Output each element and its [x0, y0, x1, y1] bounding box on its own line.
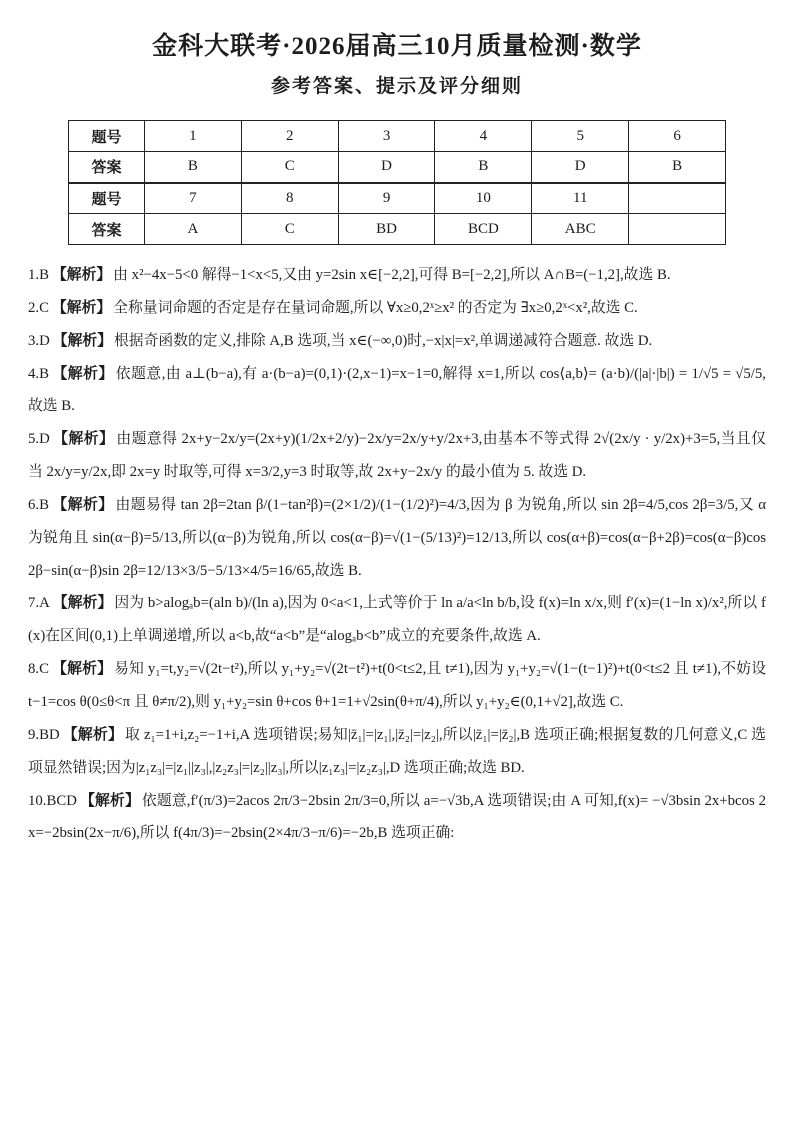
table-cell: 11	[532, 183, 629, 214]
solution-text: 取 z₁=1+i,z₂=−1+i,A 选项错误;易知|z̄₁|=|z₁|,|z̄₂|=|z₂|,所以|z̄₁|=|z̄₂|,B 选项正确;根据复数的几何意义,C 选项显然错误;因为|z₁z₃|=|z₁||z₃|,|z₂z₃|=|z₂||z₃|,所以|z₁z₃|=|z₂z₃|,D 选项正确;故选 BD.	[28, 726, 766, 776]
table-cell: 8	[241, 183, 338, 214]
solution-number: 6.B	[28, 496, 49, 513]
table-cell	[629, 214, 726, 245]
page-subtitle: 参考答案、提示及评分细则	[270, 76, 523, 97]
solution-text: 因为 b>alogₐb=(aln b)/(ln a),因为 0<a<1,上式等价于 ln a/a<ln b/b,设 f(x)=ln x/x,则 f′(x)=(1−ln x)/x²,所以 f(x)在区间(0,1)上单调递增,所以 a<b,故“a<b”是“alogₐb<b”成立的充要条件,故选 A.	[28, 595, 766, 645]
answer-table	[68, 120, 726, 245]
solution-label: 【解析】	[79, 792, 140, 809]
solution-number: 10.BCD	[28, 792, 77, 809]
table-cell-answer-header: 答案	[69, 152, 145, 183]
solution-item	[28, 423, 766, 489]
table-cell: 7	[145, 183, 242, 214]
solution-item	[28, 653, 766, 719]
table-cell: C	[241, 214, 338, 245]
solution-item	[28, 358, 766, 424]
table-cell: 4	[435, 121, 532, 152]
solutions-section	[28, 259, 766, 850]
table-cell: 9	[338, 183, 435, 214]
table-cell: 5	[532, 121, 629, 152]
solution-text: 全称量词命题的否定是存在量词命题,所以 ∀x≥0,2ˣ≥x² 的否定为 ∃x≥0,2ˣ<x²,故选 C.	[113, 299, 638, 316]
page-title: 金科大联考·2026届高三10月质量检测·数学	[152, 33, 642, 60]
solution-item	[28, 719, 766, 785]
table-row	[69, 183, 726, 214]
solution-text: 依题意,由 a⊥(b−a),有 a·(b−a)=(0,1)·(2,x−1)=x−1=0,解得 x=1,所以 cos⟨a,b⟩= (a·b)/(|a|·|b|) = 1/√5 = √5/5,故选 B.	[28, 365, 766, 415]
table-cell: 6	[629, 121, 726, 152]
table-cell: 2	[241, 121, 338, 152]
table-cell	[629, 183, 726, 214]
solution-label: 【解析】	[52, 332, 112, 349]
table-cell-question-header: 题号	[69, 183, 145, 214]
solution-number: 2.C	[28, 299, 49, 316]
solution-number: 5.D	[28, 431, 50, 448]
solution-number: 9.BD	[28, 726, 60, 743]
solution-label: 【解析】	[52, 595, 113, 612]
solution-label: 【解析】	[51, 496, 114, 513]
table-cell: D	[532, 152, 629, 183]
solution-text: 由题易得 tan 2β=2tan β/(1−tan²β)=(2×1/2)/(1−(1/2)²)=4/3,因为 β 为锐角,所以 sin 2β=4/5,cos 2β=3/5,又 α 为锐角且 sin(α−β)=5/13,所以(α−β)为锐角,所以 cos(α−β)=√(1−(5/13)²)=12/13,所以 cos(α+β)=cos(α−β+2β)=cos(α−β)cos 2β−sin(α−β)sin 2β=12/13×3/5−5/13×4/5=16/65,故选 B.	[28, 496, 766, 579]
table-cell: 3	[338, 121, 435, 152]
table-cell-answer-header: 答案	[69, 214, 145, 245]
solution-label: 【解析】	[51, 299, 112, 316]
solution-number: 1.B	[28, 267, 49, 283]
solution-number: 8.C	[28, 661, 49, 678]
table-row	[69, 214, 726, 245]
solution-label: 【解析】	[62, 726, 123, 743]
solution-label: 【解析】	[51, 267, 112, 283]
table-cell: ABC	[532, 214, 629, 245]
solution-number: 4.B	[28, 365, 49, 382]
table-cell: C	[241, 152, 338, 183]
solution-text: 依题意,f′(π/3)=2acos 2π/3−2bsin 2π/3=0,所以 a=−√3b,A 选项错误;由 A 可知,f(x)= −√3bsin 2x+bcos 2x=−2bsin(2x−π/6),所以 f(4π/3)=−2bsin(2×4π/3−π/6)=−2b,B 选项正确:	[28, 792, 766, 842]
solution-text: 由 x²−4x−5<0 解得−1<x<5,又由 y=2sin x∈[−2,2],可得 B=[−2,2],所以 A∩B=(−1,2],故选 B.	[113, 267, 671, 283]
table-cell: B	[145, 152, 242, 183]
table-cell-question-header: 题号	[69, 121, 145, 152]
solution-text: 由题意得 2x+y−2x/y=(2x+y)(1/2x+2/y)−2x/y=2x/y+y/2x+3,由基本不等式得 2√(2x/y · y/2x)+3=5,当且仅当 2x/y=y/2x,即 2x=y 时取等,可得 x=3/2,y=3 时取等,故 2x+y−2x/y 的最小值为 5. 故选 D.	[28, 431, 766, 481]
solution-item	[28, 292, 766, 325]
table-cell: A	[145, 214, 242, 245]
table-cell: BD	[338, 214, 435, 245]
solution-item	[28, 785, 766, 851]
solution-label: 【解析】	[51, 365, 114, 382]
table-cell: B	[629, 152, 726, 183]
table-cell: 10	[435, 183, 532, 214]
table-cell: 1	[145, 121, 242, 152]
table-cell: B	[435, 152, 532, 183]
solution-number: 3.D	[28, 332, 50, 349]
table-row	[69, 121, 726, 152]
table-cell: BCD	[435, 214, 532, 245]
solution-item	[28, 259, 766, 292]
solution-item	[28, 587, 766, 653]
solution-text: 根据奇函数的定义,排除 A,B 选项,当 x∈(−∞,0)时,−x|x|=x²,单调递减符合题意. 故选 D.	[114, 332, 653, 349]
solution-label: 【解析】	[51, 661, 113, 678]
solution-item	[28, 489, 766, 588]
table-row	[69, 152, 726, 183]
solution-text: 易知 y₁=t,y₂=√(2t−t²),所以 y₁+y₂=√(2t−t²)+t(0<t≤2,且 t≠1),因为 y₁+y₂=√(1−(t−1)²)+t(0<t≤2 且 t≠1),不妨设 t−1=cos θ(0≤θ<π 且 θ≠π/2),则 y₁+y₂=sin θ+cos θ+1=1+√2sin(θ+π/4),所以 y₁+y₂∈(0,1+√2],故选 C.	[28, 661, 766, 710]
table-cell: D	[338, 152, 435, 183]
solution-item	[28, 325, 766, 358]
solution-number: 7.A	[28, 595, 50, 612]
solution-label: 【解析】	[52, 431, 115, 448]
